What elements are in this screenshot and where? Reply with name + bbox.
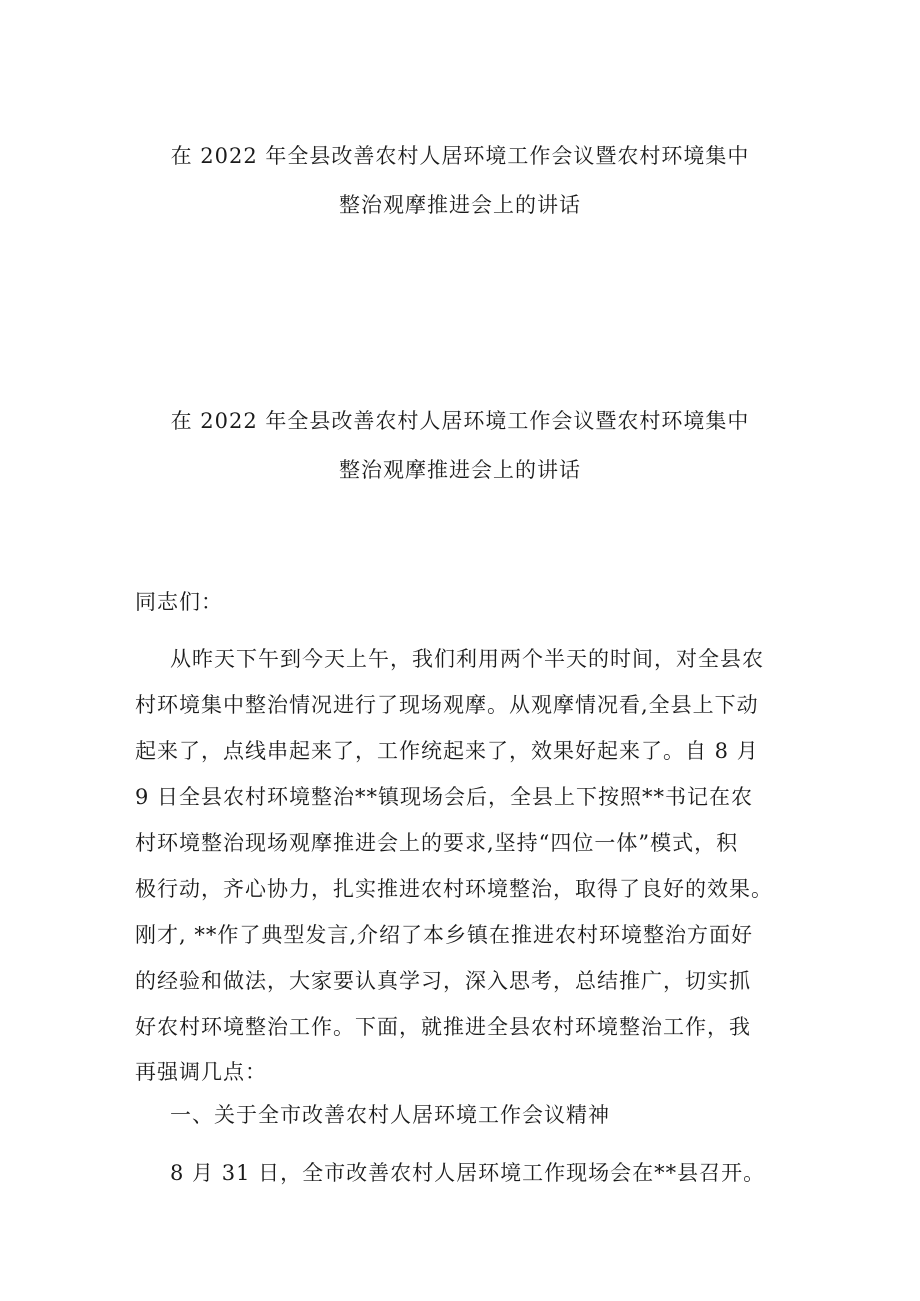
body-line: 村环境整治现场观摩推进会上的要求,坚持“四位一体”模式，积 (135, 831, 739, 855)
title-line-1: 在 2022 年全县改善农村人居环境工作会议暨农村环境集中 (170, 144, 750, 168)
body-line: 刚才, **作了典型发言,介绍了本乡镇在推进农村环境整治方面好 (135, 923, 754, 947)
body-line: 从昨天下午到今天上午，我们利用两个半天的时间，对全县农 (170, 647, 764, 671)
body-line: 极行动，齐心协力，扎实推进农村环境整治，取得了良好的效果。 (135, 877, 773, 901)
body-line: 8 月 31 日，全市改善农村人居环境工作现场会在**县召开。 (170, 1161, 766, 1185)
body-line: 好农村环境整治工作。下面，就推进全县农村环境整治工作，我 (135, 1015, 751, 1039)
document-title-second (0, 407, 920, 484)
body-line: 起来了，点线串起来了，工作统起来了，效果好起来了。自 8 月 (135, 739, 759, 763)
body-line: 村环境集中整治情况进行了现场观摩。从观摩情况看,全县上下动 (135, 693, 759, 717)
salutation: 同志们： (135, 590, 223, 614)
body-line: 再强调几点： (135, 1060, 267, 1084)
section-heading: 一、关于全市改善农村人居环境工作会议精神 (170, 1103, 610, 1127)
title-line-2: 整治观摩推进会上的讲话 (339, 458, 581, 482)
body-line: 的经验和做法，大家要认真学习，深入思考，总结推广，切实抓 (135, 969, 751, 993)
title-line-2: 整治观摩推进会上的讲话 (339, 193, 581, 217)
document-title-first (0, 142, 920, 219)
title-line-1: 在 2022 年全县改善农村人居环境工作会议暨农村环境集中 (170, 409, 750, 433)
body-line: 9 日全县农村环境整治**镇现场会后，全县上下按照**书记在农 (135, 785, 754, 809)
